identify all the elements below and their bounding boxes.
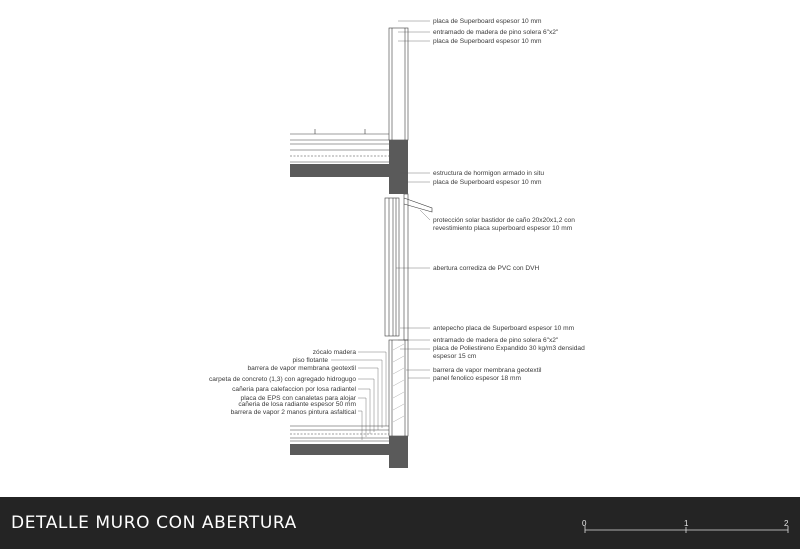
drawing-title: DETALLE MURO CON ABERTURA — [11, 513, 297, 533]
label-eps-floor-1: placa de EPS con canaletas para alojar — [240, 395, 356, 402]
label-concrete-structure: estructura de hormigon armado in situ — [433, 170, 545, 177]
label-eps-1: placa de Poliestireno Expandido 30 kg/m3 densidad — [433, 345, 585, 352]
label-superboard-inner: placa de Superboard espesor 10 mm — [433, 38, 542, 45]
scale-tick-0: 0 — [582, 519, 587, 528]
label-floating-floor: piso flotante — [292, 357, 328, 364]
label-wood-frame-top: entramado de madera de pino solera 6"x2" — [433, 29, 559, 36]
lower-slab — [290, 444, 389, 455]
label-wood-frame-bottom: entramado de madera de pino solera 6"x2" — [433, 337, 559, 344]
title-bar — [0, 497, 800, 549]
label-eps-floor-2: cañeria de losa radiante espesor 50 mm — [238, 401, 356, 408]
label-superboard-beam: placa de Superboard espesor 10 mm — [433, 179, 542, 186]
label-sun-protection-1: protección solar bastidor de caño 20x20x1,2 con — [433, 217, 575, 224]
upper-beam — [389, 140, 408, 194]
label-sun-protection-2: revestimiento placa superboard espesor 10 mm — [433, 225, 573, 232]
label-sill: antepecho placa de Superboard espesor 10 mm — [433, 325, 575, 332]
label-screed: carpeta de concreto (1,3) con agregado hidrogugo — [209, 376, 356, 383]
lower-beam — [389, 436, 408, 468]
label-eps-2: espesor 15 cm — [433, 353, 477, 360]
label-skirting: zócalo madera — [312, 349, 356, 356]
label-vapor-barrier-floor: barrera de vapor membrana geotextil — [247, 365, 356, 372]
label-superboard-top: placa de Superboard espesor 10 mm — [433, 18, 542, 25]
label-heating-pipe: cañeria para calefaccion por losa radiantel — [232, 386, 356, 393]
scale-tick-2: 2 — [784, 519, 789, 528]
scale-tick-1: 1 — [684, 519, 689, 528]
label-asphalt-barrier: barrera de vapor 2 manos pintura asfaltical — [230, 409, 356, 416]
label-window: abertura corrediza de PVC con DVH — [433, 265, 540, 272]
window-frame — [385, 198, 399, 336]
label-phenolic-panel: panel fenolico espesor 18 mm — [433, 375, 521, 382]
upper-slab — [290, 164, 389, 177]
label-vapor-barrier-wall: barrera de vapor membrana geotextil — [433, 367, 542, 374]
